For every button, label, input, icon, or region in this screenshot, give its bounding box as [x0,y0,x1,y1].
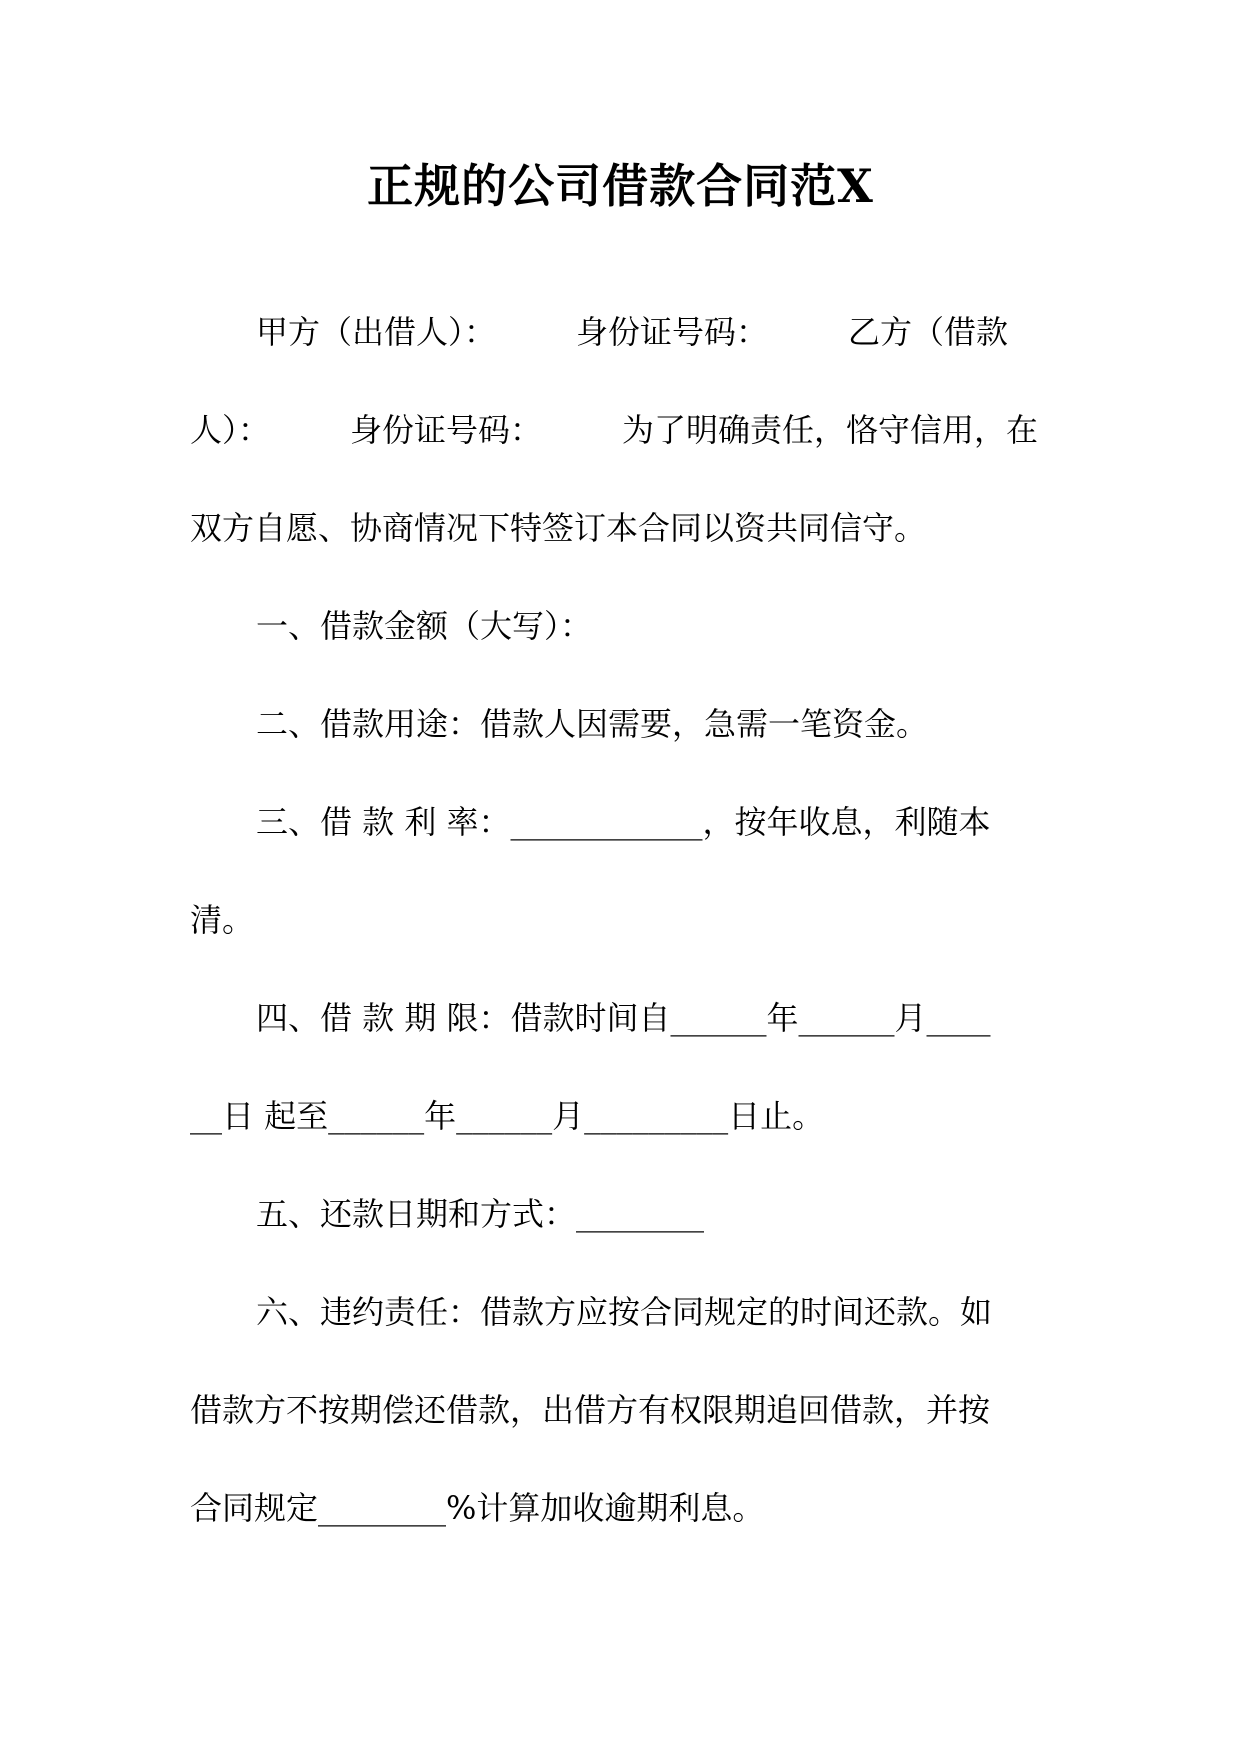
clause-interest-rate-line-2: 清。 [190,901,255,939]
clause-loan-purpose: 二、借款用途：借款人因需要，急需一笔资金。 [256,705,929,743]
clause-loan-term-line-1: 四、借 款 期 限：借款时间自______年______月____ [256,999,991,1037]
clause-loan-term-line-2: __日 起至______年______月_________日止。 [190,1097,825,1135]
paragraph-parties-line-2: 人）： 身份证号码： 为了明确责任，恪守信用，在 [190,411,1039,449]
paragraph-parties-line-3: 双方自愿、协商情况下特签订本合同以资共同信守。 [190,509,927,547]
clause-repayment: 五、还款日期和方式：________ [256,1195,705,1233]
clause-loan-amount: 一、借款金额（大写）： [256,607,593,645]
clause-interest-rate-line-1: 三、借 款 利 率：____________，按年收息，利随本 [256,803,991,841]
clause-breach-line-2: 借款方不按期偿还借款，出借方有权限期追回借款，并按 [190,1391,991,1429]
clause-breach-line-3: 合同规定________%计算加收逾期利息。 [190,1489,765,1527]
document-title: 正规的公司借款合同范X [367,159,874,213]
clause-breach-line-1: 六、违约责任：借款方应按合同规定的时间还款。如 [256,1293,993,1331]
paragraph-parties-line-1: 甲方（出借人）： 身份证号码： 乙方（借款 [256,313,1009,351]
